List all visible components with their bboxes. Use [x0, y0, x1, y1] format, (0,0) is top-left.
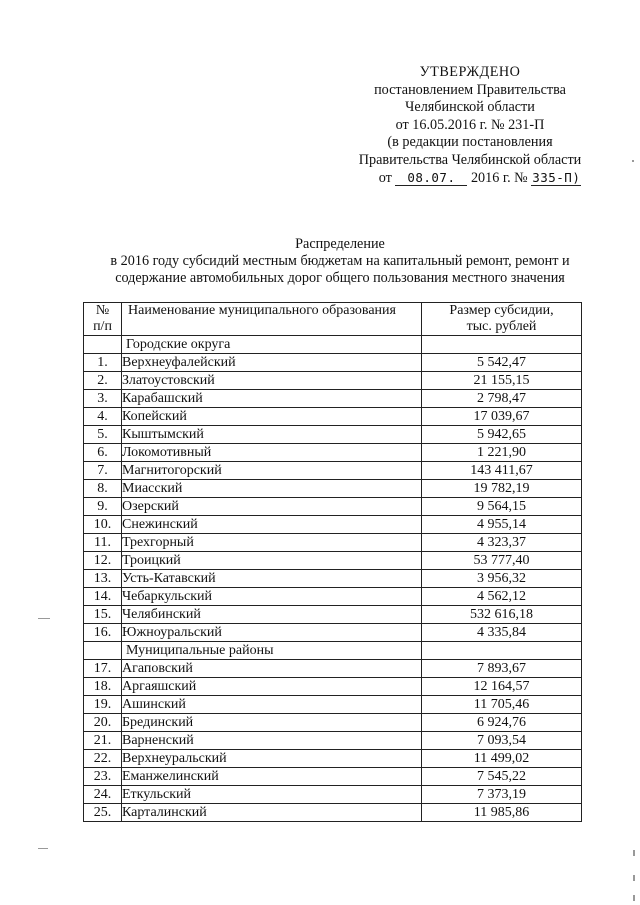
row-name: Еманжелинский — [122, 768, 422, 786]
group-sum-cell — [422, 642, 582, 660]
table-row — [84, 678, 582, 696]
approval-block — [330, 64, 610, 187]
row-number: 22. — [84, 750, 122, 768]
row-number: 12. — [84, 552, 122, 570]
row-name: Троицкий — [122, 552, 422, 570]
row-sum: 4 955,14 — [422, 516, 582, 534]
row-sum: 21 155,15 — [422, 372, 582, 390]
approval-line-1: постановлением Правительства — [374, 81, 566, 98]
heading-title: Распределение — [295, 236, 385, 252]
group-row-municipal-districts — [84, 642, 582, 660]
subsidy-table — [83, 302, 582, 822]
header-number-line2: п/п — [93, 319, 112, 334]
table-row — [84, 426, 582, 444]
row-name: Ашинский — [122, 696, 422, 714]
row-number: 24. — [84, 786, 122, 804]
row-number: 25. — [84, 804, 122, 822]
row-sum: 7 373,19 — [422, 786, 582, 804]
row-name: Агаповский — [122, 660, 422, 678]
group-title: Муниципальные районы — [122, 642, 422, 660]
row-sum: 11 985,86 — [422, 804, 582, 822]
table-row — [84, 696, 582, 714]
row-number: 18. — [84, 678, 122, 696]
amendment-line — [340, 170, 620, 188]
row-number: 5. — [84, 426, 122, 444]
approval-line-4: (в редакции постановления — [387, 134, 553, 151]
table-row — [84, 624, 582, 642]
table-header-row — [84, 303, 582, 336]
row-name: Копейский — [122, 408, 422, 426]
row-name: Челябинский — [122, 606, 422, 624]
row-sum: 12 164,57 — [422, 678, 582, 696]
row-number: 3. — [84, 390, 122, 408]
row-name: Трехгорный — [122, 534, 422, 552]
scan-speck — [633, 850, 635, 856]
row-number: 11. — [84, 534, 122, 552]
table-row — [84, 786, 582, 804]
row-number: 10. — [84, 516, 122, 534]
header-sum-line2: тыс. рублей — [466, 319, 537, 334]
row-number: 23. — [84, 768, 122, 786]
table-row — [84, 714, 582, 732]
table-row — [84, 750, 582, 768]
table-row — [84, 480, 582, 498]
row-sum: 11 499,02 — [422, 750, 582, 768]
row-name: Снежинский — [122, 516, 422, 534]
table-row — [84, 462, 582, 480]
row-number: 9. — [84, 498, 122, 516]
table-row — [84, 354, 582, 372]
row-number: 19. — [84, 696, 122, 714]
row-number: 17. — [84, 660, 122, 678]
row-name: Карталинский — [122, 804, 422, 822]
approval-line-2: Челябинской области — [405, 99, 535, 116]
row-sum: 5 942,65 — [422, 426, 582, 444]
row-sum: 4 335,84 — [422, 624, 582, 642]
table-row — [84, 570, 582, 588]
row-sum: 6 924,76 — [422, 714, 582, 732]
scan-speck — [38, 618, 50, 619]
document-heading — [60, 236, 620, 286]
table-row — [84, 534, 582, 552]
row-number: 14. — [84, 588, 122, 606]
row-name: Верхнеуфалейский — [122, 354, 422, 372]
group-sum-cell — [422, 336, 582, 354]
row-number: 7. — [84, 462, 122, 480]
row-sum: 7 545,22 — [422, 768, 582, 786]
row-sum: 7 893,67 — [422, 660, 582, 678]
row-sum: 4 562,12 — [422, 588, 582, 606]
row-name: Верхнеуральский — [122, 750, 422, 768]
row-name: Карабашский — [122, 390, 422, 408]
group-number-cell — [84, 642, 122, 660]
row-number: 4. — [84, 408, 122, 426]
table-row — [84, 804, 582, 822]
amendment-prefix: от — [378, 169, 392, 186]
heading-subtitle-2: содержание автомобильных дорог общего пользования местного значения — [115, 269, 565, 286]
scan-speck — [38, 848, 48, 849]
row-sum: 9 564,15 — [422, 498, 582, 516]
row-number: 16. — [84, 624, 122, 642]
row-name: Локомотивный — [122, 444, 422, 462]
table-row — [84, 444, 582, 462]
table-row — [84, 516, 582, 534]
scan-speck — [633, 875, 635, 881]
row-sum: 1 221,90 — [422, 444, 582, 462]
table-row — [84, 732, 582, 750]
header-sum — [422, 303, 582, 336]
row-sum: 53 777,40 — [422, 552, 582, 570]
row-sum: 5 542,47 — [422, 354, 582, 372]
table-row — [84, 606, 582, 624]
row-number: 6. — [84, 444, 122, 462]
row-name: Южноуральский — [122, 624, 422, 642]
approval-line-5: Правительства Челябинской области — [358, 151, 582, 168]
scan-speck — [633, 895, 635, 901]
row-name: Брединский — [122, 714, 422, 732]
table-row — [84, 588, 582, 606]
row-sum: 17 039,67 — [422, 408, 582, 426]
table-row — [84, 552, 582, 570]
row-number: 1. — [84, 354, 122, 372]
table-row — [84, 768, 582, 786]
table-row — [84, 390, 582, 408]
row-number: 15. — [84, 606, 122, 624]
group-title: Городские округа — [122, 336, 422, 354]
row-name: Чебаркульский — [122, 588, 422, 606]
group-row-urban-districts — [84, 336, 582, 354]
header-number — [84, 303, 122, 336]
row-number: 13. — [84, 570, 122, 588]
row-name: Озерский — [122, 498, 422, 516]
row-sum: 2 798,47 — [422, 390, 582, 408]
amendment-number: 335-П) — [532, 169, 581, 185]
row-name: Еткульский — [122, 786, 422, 804]
heading-subtitle-1: в 2016 году субсидий местным бюджетам на капитальный ремонт, ремонт и — [110, 252, 570, 269]
row-number: 8. — [84, 480, 122, 498]
table-row — [84, 372, 582, 390]
scan-speck — [632, 160, 634, 162]
row-sum: 19 782,19 — [422, 480, 582, 498]
row-name: Кыштымский — [122, 426, 422, 444]
row-number: 20. — [84, 714, 122, 732]
row-sum: 7 093,54 — [422, 732, 582, 750]
amendment-date: 08.07. — [395, 171, 467, 186]
approval-title: УТВЕРЖДЕНО — [419, 64, 521, 80]
header-name: Наименование муниципального образования — [122, 303, 422, 336]
header-sum-line1: Размер субсидии, — [449, 303, 554, 318]
header-number-line1: № — [95, 303, 110, 318]
group-number-cell — [84, 336, 122, 354]
row-sum: 11 705,46 — [422, 696, 582, 714]
table-row — [84, 498, 582, 516]
row-sum: 4 323,37 — [422, 534, 582, 552]
row-sum: 3 956,32 — [422, 570, 582, 588]
row-name: Миасский — [122, 480, 422, 498]
row-number: 2. — [84, 372, 122, 390]
approval-line-3: от 16.05.2016 г. № 231-П — [395, 116, 545, 133]
row-name: Аргаяшский — [122, 678, 422, 696]
amendment-year: 2016 г. № — [470, 169, 528, 186]
row-name: Усть-Катавский — [122, 570, 422, 588]
row-sum: 143 411,67 — [422, 462, 582, 480]
table-row — [84, 660, 582, 678]
row-sum: 532 616,18 — [422, 606, 582, 624]
row-name: Варненский — [122, 732, 422, 750]
row-name: Магнитогорский — [122, 462, 422, 480]
row-number: 21. — [84, 732, 122, 750]
row-name: Златоустовский — [122, 372, 422, 390]
table-row — [84, 408, 582, 426]
